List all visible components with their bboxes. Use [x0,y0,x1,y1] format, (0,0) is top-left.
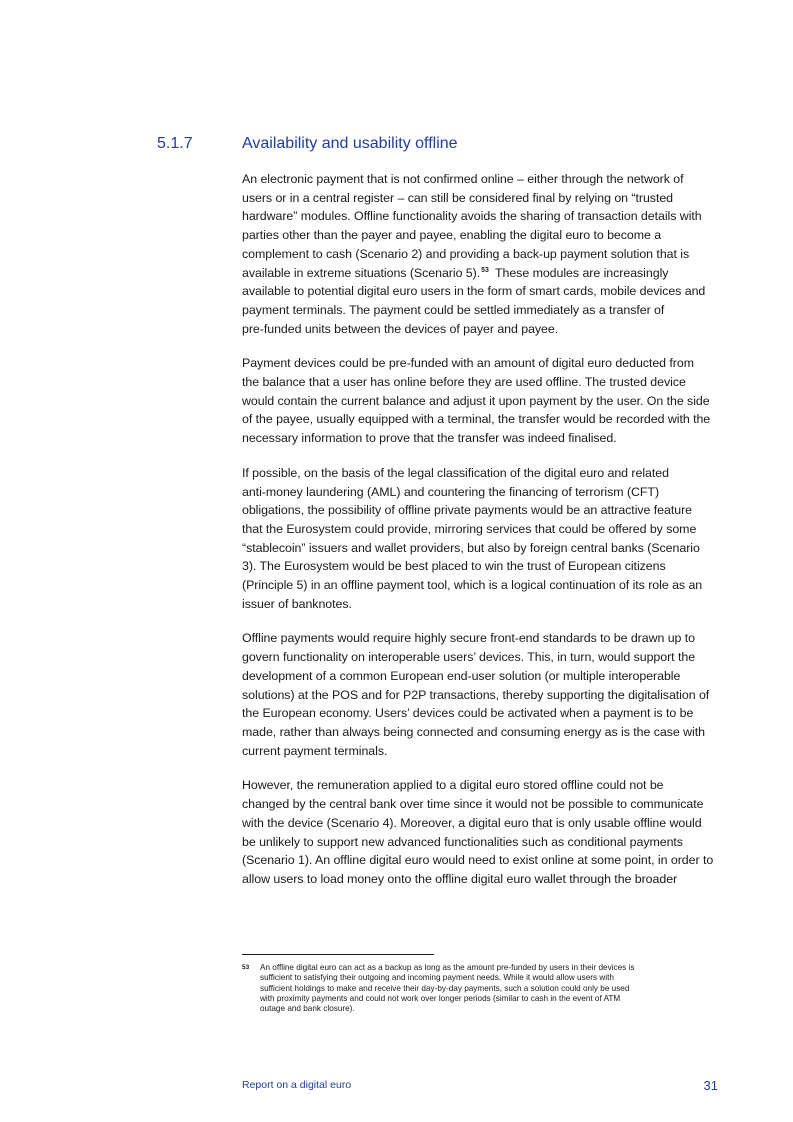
paragraph-1 [242,170,720,338]
text-line: pre-funded units between the devices of payer and payee. [242,321,559,336]
text-line: hardware” modules. Offline functionality avoids the sharing of transaction details with [242,209,702,224]
text-line: “stablecoin” issuers and wallet providers, but also by foreign central banks (Scenario [242,540,700,555]
text-line: of the payee, usually equipped with a terminal, the transfer would be recorded with the [242,412,711,427]
text-line: that the Eurosystem could provide, mirroring services that could be offered by some [242,521,697,536]
page-number: 31 [703,1078,718,1093]
footnote-text [260,963,722,1014]
text-line: would contain the current balance and adjust it upon payment by the user. On the side [242,393,710,408]
text-line: payment terminals. The payment could be settled immediately as a transfer of [242,302,665,317]
text-line: (Principle 5) in an offline payment tool, which is a logical continuation of its role as an [242,578,703,593]
text-segment: These modules are increasingly [494,265,669,280]
text-line [242,264,720,283]
footnote-line: sufficient holdings to make and receive their day-by-day payments, such a solution could only be used [260,983,630,993]
footer-document-title: Report on a digital euro [242,1079,352,1091]
text-line: An electronic payment that is not confirmed online – either through the network of [242,172,684,186]
text-line: users or in a central register – can still be considered final by relying on “trusted [242,190,674,205]
text-line: current payment terminals. [242,743,388,758]
text-line: be unlikely to support new advanced functionalities such as conditional payments [242,834,683,849]
text-line: Payment devices could be pre-funded with an amount of digital euro deducted from [242,356,694,371]
text-line: issuer of banknotes. [242,596,352,611]
text-line: development of a common European end-user solution (or multiple interoperable [242,668,681,683]
footnote-line: sufficient to satisfying their outgoing and incoming payment needs. While it would allow users with [260,973,614,983]
text-line: However, the remuneration applied to a digital euro stored offline could not be [242,778,664,793]
text-line: govern functionality on interoperable users’ devices. This, in turn, would support the [242,650,696,665]
text-line: anti-money laundering (AML) and countering the financing of terrorism (CFT) [242,484,660,499]
body-text [242,170,720,905]
paragraph-5 [242,776,720,888]
section-number: 5.1.7 [157,135,193,152]
footnote-number: 53 [242,964,250,971]
footnote-line: with proximity payments and could not work over longer periods (similar to cash in the event of ATM [260,993,621,1003]
text-line: necessary information to prove that the transfer was indeed finalised. [242,431,617,446]
paragraph-3 [242,464,720,614]
text-segment: available in extreme situations (Scenario 5). [242,265,481,280]
footnote-reference[interactable]: 53 [481,266,489,274]
text-line: the European economy. Users’ devices could be activated when a payment is to be [242,706,694,721]
text-line: the balance that a user has online before they are used offline. The trusted device [242,375,686,390]
text-line: made, rather than always being connected and consuming energy as is the case with [242,724,705,739]
footnote-line: An offline digital euro can act as a backup as long as the amount pre-funded by users in their devices is [260,963,635,972]
section-title: Availability and usability offline [242,135,458,152]
text-line: parties other than the payer and payee, enabling the digital euro to become a [242,228,662,243]
text-line: (Scenario 1). An offline digital euro would need to exist online at some point, in order to [242,853,714,868]
text-line: 3). The Eurosystem would be best placed to win the trust of European citizens [242,559,666,574]
paragraph-4 [242,629,720,760]
text-line: Offline payments would require highly secure front-end standards to be drawn up to [242,631,696,646]
text-line: allow users to load money onto the offline digital euro wallet through the broader [242,871,678,886]
text-line: available to potential digital euro users in the form of smart cards, mobile devices and [242,284,706,299]
text-line: solutions) at the POS and for P2P transactions, thereby supporting the digitalisation of [242,687,710,702]
text-line: obligations, the possibility of offline private payments would be an attractive feature [242,503,693,518]
footnote-separator [242,954,434,955]
text-line: changed by the central bank over time since it would not be possible to communicate [242,797,704,812]
footnote-line: outage and bank closure). [260,1004,355,1014]
text-line: If possible, on the basis of the legal classification of the digital euro and related [242,465,669,480]
text-line: with the device (Scenario 4). Moreover, a digital euro that is only usable offline would [242,815,702,830]
text-line: complement to cash (Scenario 2) and providing a back-up payment solution that is [242,246,690,261]
footnote [242,963,722,1014]
paragraph-2 [242,354,720,448]
